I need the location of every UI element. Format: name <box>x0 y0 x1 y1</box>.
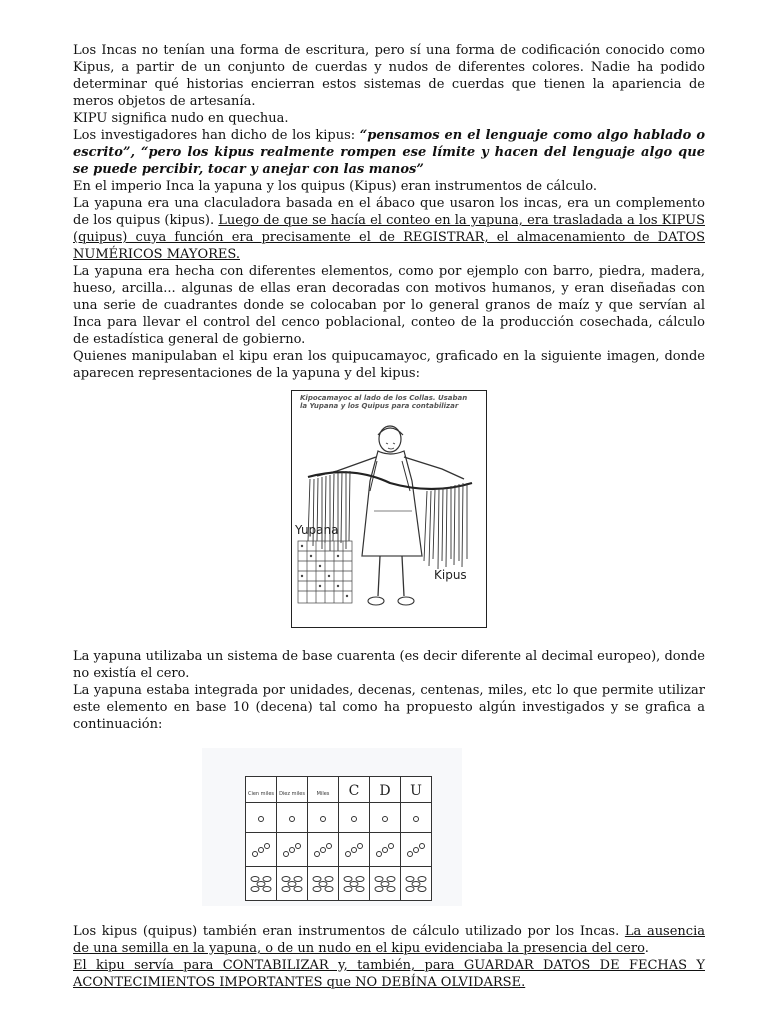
quipucamayoc-drawing <box>292 391 486 627</box>
cell-five-seeds <box>308 867 339 901</box>
yupana-grid <box>245 776 432 901</box>
paragraph-calc-instruments: En el imperio Inca la yapuna y los quipus (Kipus) eran instrumentos de cálculo. <box>73 179 597 194</box>
kipus-zero-end: . <box>644 941 649 956</box>
cell-three-seeds <box>246 833 277 867</box>
cell-three-seeds <box>339 833 370 867</box>
kipus-zero-underlined: La ausencia de una semilla en la yapuna, o de un nudo en el kipu evidenciaba la presencia del cero <box>73 924 705 956</box>
paragraph-base-forty: La yapuna utilizaba un sistema de base cuarenta (es decir diferente al decimal europeo), donde no existía el cero. <box>73 649 705 681</box>
yupana-board-sketch <box>298 541 352 603</box>
cell-five-seeds <box>401 867 432 901</box>
cell-one-seed <box>246 803 277 833</box>
cell-one-seed <box>370 803 401 833</box>
paragraph-kipu-meaning: KIPU significa nudo en quechua. <box>73 111 289 126</box>
header-cien-miles: Cien miles <box>246 777 277 803</box>
cell-one-seed <box>308 803 339 833</box>
label-kipus: Kipus <box>434 568 467 582</box>
cell-five-seeds <box>339 867 370 901</box>
header-u: U <box>401 777 432 803</box>
document-body-end <box>73 923 705 991</box>
yapuna-text: La yapuna era una claculadora basada en el ábaco que usaron los incas, era un complemento de los quipus (kipus). <box>73 196 705 228</box>
paragraph-yapuna-abacus <box>73 195 705 263</box>
yapuna-underlined-text: Luego de que se hacía el conteo en la yapuna, era trasladada a los KIPUS (quipus) cuya función era precisamente el de REGISTRAR, el almacenamiento de DATOS NUMÉRICOS MAYORES. <box>73 213 705 262</box>
paragraph-kipus-zero <box>73 923 705 957</box>
paragraph-researchers <box>73 127 705 178</box>
cell-three-seeds <box>370 833 401 867</box>
header-miles: Miles <box>308 777 339 803</box>
paragraph-base-ten: La yapuna estaba integrada por unidades, decenas, centenas, miles, etc lo que permite utilizar este elemento en base 10 (decena) tal como ha propuesto algún investigados y se grafica a continuación: <box>73 683 705 732</box>
document-body <box>73 42 705 382</box>
cell-three-seeds <box>277 833 308 867</box>
researchers-intro: Los investigadores han dicho de los kipus: <box>73 128 360 143</box>
cell-five-seeds <box>246 867 277 901</box>
label-yupana: Yupana <box>295 523 339 537</box>
paragraph-intro: Los Incas no tenían una forma de escritura, pero sí una forma de codificación conocido como Kipus, a partir de un conjunto de cuerdas y nudos de diferentes colores. Nadie ha podido determinar qué historias encierran estos sistemas de cuerdas que tienen la apariencia de meros objetos de artesanía. <box>73 43 705 109</box>
cell-one-seed <box>277 803 308 833</box>
cell-one-seed <box>401 803 432 833</box>
quipucamayoc-illustration <box>291 390 487 628</box>
cell-three-seeds <box>308 833 339 867</box>
kipus-zero-text: Los kipus (quipus) también eran instrumentos de cálculo utilizado por los Incas. <box>73 924 625 939</box>
cell-one-seed <box>339 803 370 833</box>
document-body-lower <box>73 648 705 733</box>
paragraph-quipucamayoc: Quienes manipulaban el kipu eran los quipucamayoc, graficado en la siguiente imagen, donde aparecen representaciones de la yapuna y del kipus: <box>73 349 705 381</box>
paragraph-kipu-purpose: El kipu servía para CONTABILIZAR y, también, para GUARDAR DATOS DE FECHAS Y ACONTECIMIENTOS IMPORTANTES que NO DEBÍNA OLVIDARSE. <box>73 958 705 990</box>
cell-five-seeds <box>370 867 401 901</box>
header-diez-miles: Diez miles <box>277 777 308 803</box>
cell-five-seeds <box>277 867 308 901</box>
yupana-base10-figure <box>202 748 462 906</box>
header-c: C <box>339 777 370 803</box>
researchers-quote: “pensamos en el lenguaje como algo hablado o escrito”, “pero los kipus realmente rompen ese límite y hacen del lenguaje algo que se puede percibir, tocar y anejar con las manos” <box>73 128 705 177</box>
cell-three-seeds <box>401 833 432 867</box>
header-d: D <box>370 777 401 803</box>
illustration-caption: Kipocamayoc al lado de los Collas. Usaban la Yupana y los Quipus para contabilizar <box>300 394 468 410</box>
paragraph-yapuna-materials: La yapuna era hecha con diferentes elementos, como por ejemplo con barro, piedra, madera, hueso, arcilla... algunas de ellas eran decoradas con motivos humanos, y eran diseñadas con una serie de cuadrantes donde se colocaban por lo general granos de maíz y que servían al Inca para llevar el control del cenco poblacional, conteo de la producción cosechada, cálculo de estadística general de gobierno. <box>73 264 705 347</box>
